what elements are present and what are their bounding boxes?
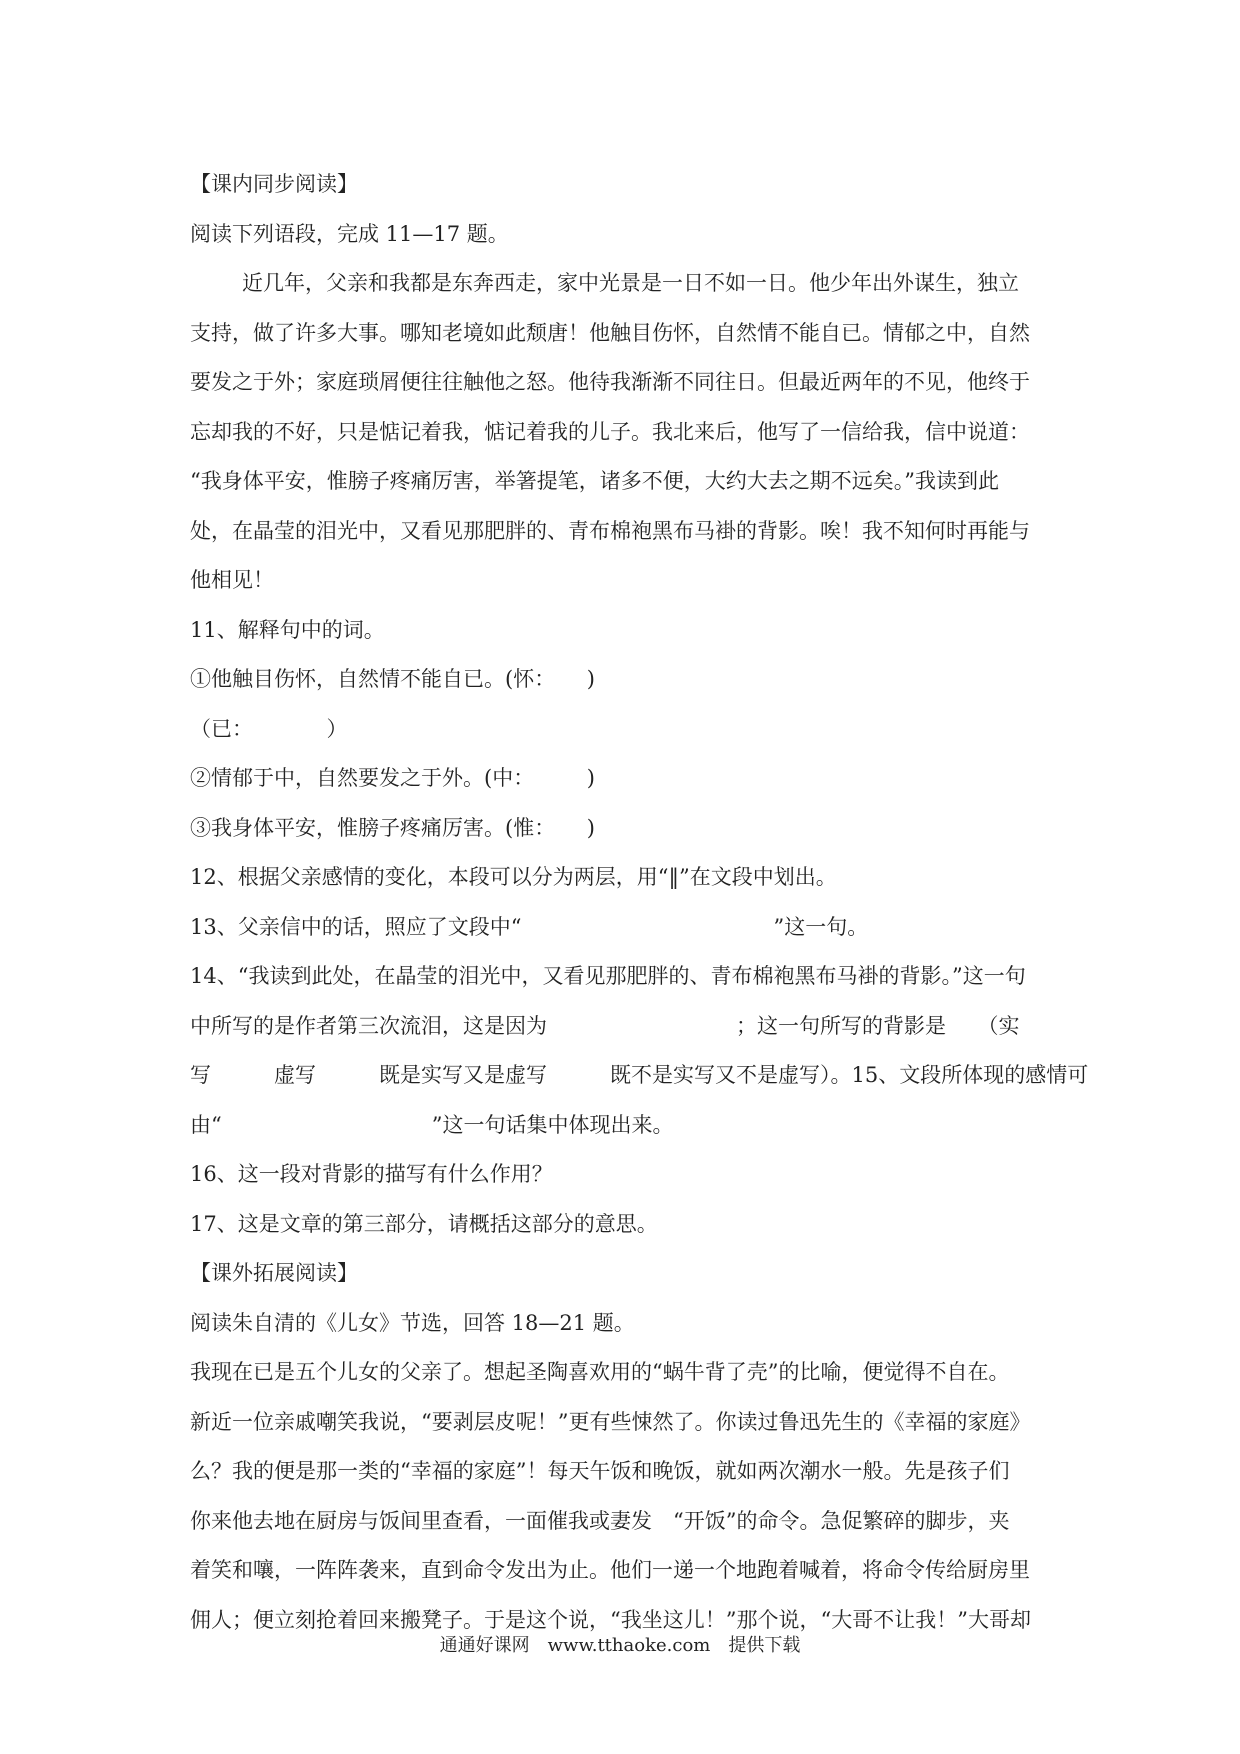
passage-line: 他相见！ [190, 568, 274, 592]
instruction-text: 阅读下列语段，完成 11—17 题。 [190, 221, 509, 246]
question-line: 11、解释句中的词。 [190, 617, 385, 642]
section-heading-extended: 【课外拓展阅读】 [190, 1261, 358, 1285]
question-line: （已： ） [190, 716, 348, 741]
passage-line: 佣人；便立刻抢着回来搬凳子。于是这个说，“我坐这儿！”那个说，“大哥不让我！”大哥却 [190, 1607, 1031, 1632]
passage-line: 忘却我的不好，只是惦记着我，惦记着我的儿子。我北来后，他写了一信给我，信中说道： [190, 419, 1030, 444]
passage-line: 处，在晶莹的泪光中，又看见那肥胖的、青布棉袍黑布马褂的背影。唉！我不知何时再能与 [190, 518, 1030, 543]
instruction-text: 阅读朱自清的《儿女》节选，回答 18—21 题。 [190, 1310, 635, 1335]
question-line: 17、这是文章的第三部分，请概括这部分的意思。 [190, 1211, 658, 1236]
question-line: 14、“我读到此处，在晶莹的泪光中，又看见那肥胖的、青布棉袍黑布马褂的背影。”这一句 [190, 964, 1026, 988]
question-line: 16、这一段对背影的描写有什么作用？ [190, 1162, 553, 1186]
passage-line: 着笑和嚷，一阵阵袭来，直到命令发出为止。他们一递一个地跑着喊着，将命令传给厨房里 [190, 1558, 1030, 1582]
passage-line: 支持，做了许多大事。哪知老境如此颓唐！他触目伤怀，自然情不能自已。情郁之中，自然 [190, 320, 1030, 345]
question-line: ②情郁于中，自然要发之于外。(中： ) [190, 766, 595, 790]
passage-line: 么？我的便是那一类的“幸福的家庭”！每天午饭和晚饭，就如两次潮水一般。先是孩子们 [190, 1459, 1010, 1483]
passage-line: 我现在已是五个儿女的父亲了。想起圣陶喜欢用的“蜗牛背了壳”的比喻，便觉得不自在。 [190, 1360, 1010, 1384]
question-line: 写 虚写 既是实写又是虚写 既不是实写又不是虚写）。15、文段所体现的感情可 [190, 1063, 1089, 1087]
question-line: ①他触目伤怀，自然情不能自已。(怀： ) [190, 667, 595, 691]
question-line: 12、根据父亲感情的变化，本段可以分为两层，用“‖”在文段中划出。 [190, 865, 837, 889]
question-line: 中所写的是作者第三次流泪，这是因为 ；这一句所写的背影是 （实 [190, 1013, 1020, 1038]
question-line: 由“ ”这一句话集中体现出来。 [190, 1112, 674, 1137]
passage-line: 要发之于外；家庭琐屑便往往触他之怒。他待我渐渐不同往日。但最近两年的不见，他终于 [190, 370, 1030, 394]
document-body [190, 160, 1089, 1645]
question-line: ③我身体平安，惟膀子疼痛厉害。(惟： ) [190, 815, 595, 840]
passage-line: “我身体平安，惟膀子疼痛厉害，举箸提笔，诸多不便，大约大去之期不远矣。”我读到此 [190, 469, 999, 493]
section-heading-in-class: 【课内同步阅读】 [190, 172, 358, 196]
passage-line: 近几年，父亲和我都是东奔西走，家中光景是一日不如一日。他少年出外谋生，独立 [242, 271, 1019, 295]
page-footer: 通通好课网 www.tthaoke.com 提供下载 [439, 1635, 801, 1656]
question-line: 13、父亲信中的话，照应了文段中“ ”这一句。 [190, 914, 869, 939]
passage-line: 新近一位亲戚嘲笑我说，“要剥层皮呢！”更有些悚然了。你读过鲁迅先生的《幸福的家庭》 [190, 1409, 1031, 1434]
passage-line: 你来他去地在厨房与饭间里查看，一面催我或妻发 “开饭”的命令。急促繁碎的脚步，夹 [190, 1508, 1010, 1533]
